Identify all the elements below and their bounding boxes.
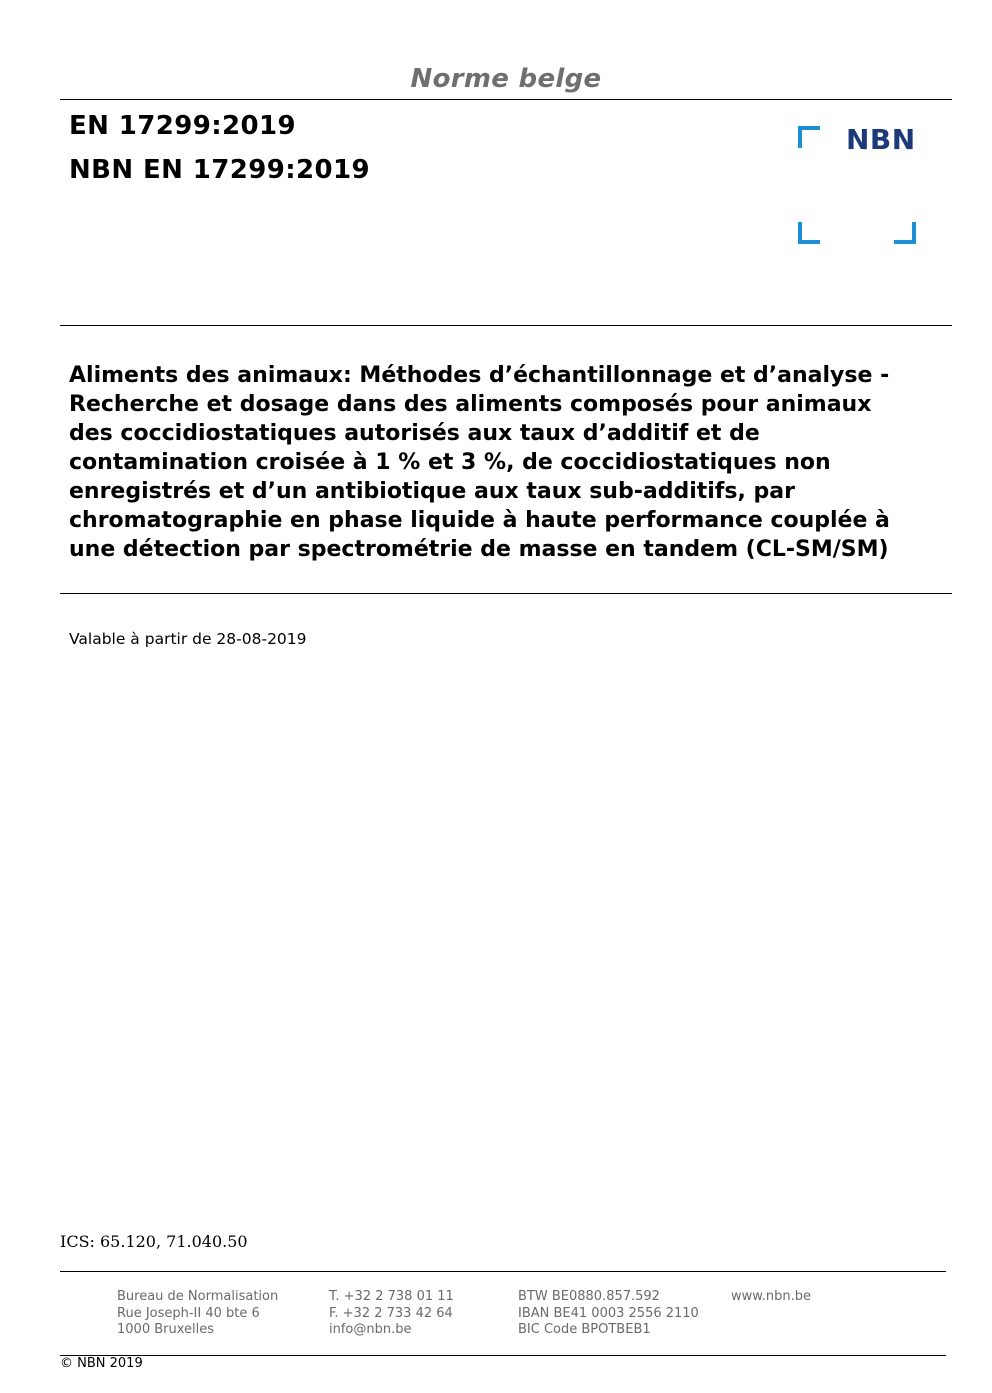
- copyright-notice: © NBN 2019: [60, 1356, 143, 1371]
- title-bottom-rule: [60, 593, 952, 594]
- phone-number: T. +32 2 738 01 11: [329, 1289, 454, 1304]
- title-line: une détection par spectrométrie de masse en tandem (CL-SM/SM): [69, 537, 889, 562]
- fax-number: F. +32 2 733 42 64: [329, 1305, 453, 1321]
- footer-website: [731, 1289, 811, 1306]
- address-line: Bureau de Normalisation: [117, 1289, 279, 1304]
- title-line: enregistrés et d’un antibiotique aux taux sub-additifs, par: [69, 479, 795, 504]
- footer-contact: [329, 1289, 454, 1339]
- logo-bracket-bottom-right: [894, 222, 916, 244]
- address-line: Rue Joseph-II 40 bte 6: [117, 1305, 260, 1321]
- address-line: 1000 Bruxelles: [117, 1322, 215, 1337]
- title-line: des coccidiostatiques autorisés aux taux d’additif et de: [69, 421, 760, 446]
- title-top-rule: [60, 325, 952, 326]
- vat-number: BTW BE0880.857.592: [518, 1289, 660, 1304]
- website-link[interactable]: www.nbn.be: [731, 1289, 811, 1304]
- nbn-logo: [796, 124, 920, 248]
- validity-date: Valable à partir de 28-08-2019: [69, 630, 307, 648]
- standard-code-en: EN 17299:2019: [69, 111, 296, 141]
- title-line: Aliments des animaux: Méthodes d’échantillonnage et d’analyse -: [69, 363, 890, 388]
- title-line: Recherche et dosage dans des aliments composés pour animaux: [69, 392, 872, 417]
- footer-bottom-rule: [60, 1355, 946, 1356]
- footer-address: [117, 1289, 278, 1339]
- iban-number: IBAN BE41 0003 2556 2110: [518, 1305, 699, 1321]
- document-title: [69, 361, 959, 564]
- email-link[interactable]: info@nbn.be: [329, 1322, 412, 1337]
- ics-codes: ICS: 65.120, 71.040.50: [60, 1232, 248, 1251]
- logo-text: NBN: [846, 123, 916, 156]
- title-line: contamination croisée à 1 % et 3 %, de coccidiostatiques non: [69, 450, 831, 475]
- standard-code-nbn: NBN EN 17299:2019: [69, 155, 370, 185]
- title-line: chromatographie en phase liquide à haute performance couplée à: [69, 508, 890, 533]
- logo-bracket-bottom-left: [798, 222, 820, 244]
- footer-top-rule: [60, 1271, 946, 1272]
- bic-code: BIC Code BPOTBEB1: [518, 1322, 651, 1337]
- header-rule: [60, 99, 952, 100]
- logo-bracket-top-left: [798, 126, 820, 148]
- document-type-label: Norme belge: [410, 64, 602, 94]
- footer-bank: [518, 1289, 699, 1339]
